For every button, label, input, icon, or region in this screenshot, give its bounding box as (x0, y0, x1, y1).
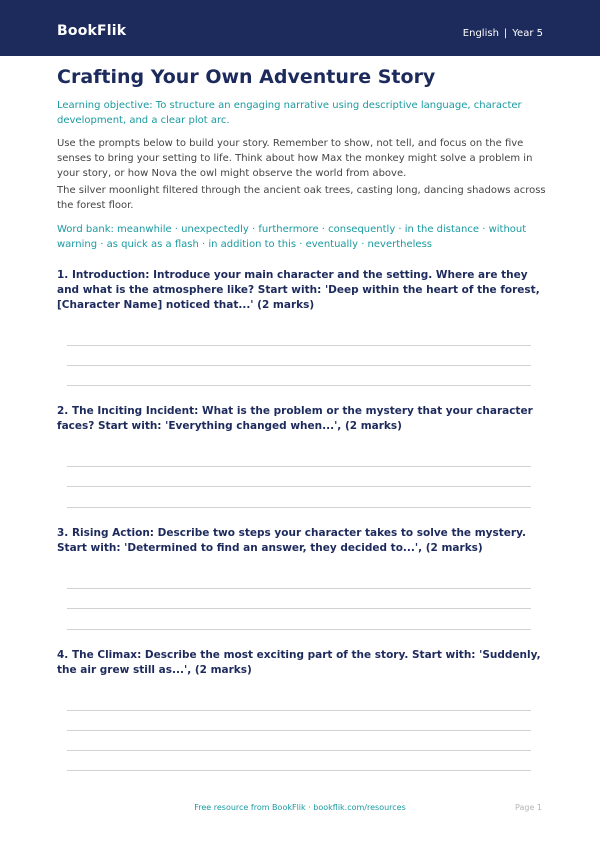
answer-line[interactable] (67, 710, 531, 711)
question-4: 4. The Climax: Describe the most exciting part of the story. Start with: 'Suddenly, the air grew still as...', (2 marks) (57, 649, 541, 676)
answer-line[interactable] (67, 466, 531, 467)
brand-logo: BookFlik (57, 23, 127, 39)
answer-line[interactable] (67, 770, 531, 771)
header-divider: | (503, 28, 508, 39)
answer-line[interactable] (67, 365, 531, 366)
year-label: Year 5 (512, 28, 543, 39)
example-sentence: The silver moonlight filtered through the ancient oak trees, casting long, dancing shadows across the forest floor. (57, 185, 546, 211)
question-2: 2. The Inciting Incident: What is the problem or the mystery that your character faces? Start with: 'Everything changed when...', (2 marks) (57, 405, 533, 432)
answer-line[interactable] (67, 588, 531, 589)
subject-label: English (462, 28, 499, 39)
subject-year-label (463, 28, 543, 39)
answer-line[interactable] (67, 345, 531, 346)
answer-line[interactable] (67, 750, 531, 751)
question-1: 1. Introduction: Introduce your main character and the setting. Where are they and what is the atmosphere like? Start with: 'Deep within the heart of the forest, [Character Name] noticed that...' (2 marks) (57, 269, 540, 311)
worksheet-title: Crafting Your Own Adventure Story (57, 66, 436, 88)
learning-objective: Learning objective: To structure an engaging narrative using descriptive language, character development, and a clear plot arc. (57, 100, 522, 126)
word-bank: Word bank: meanwhile · unexpectedly · furthermore · consequently · in the distance · without warning · as quick as a flash · in addition to this · eventually · nevertheless (57, 224, 527, 250)
page-header (0, 0, 600, 56)
answer-line[interactable] (67, 730, 531, 731)
answer-line[interactable] (67, 608, 531, 609)
answer-line[interactable] (67, 629, 531, 630)
answer-line[interactable] (67, 486, 531, 487)
page-number: Page 1 (515, 803, 542, 812)
answer-line[interactable] (67, 385, 531, 386)
question-3: 3. Rising Action: Describe two steps your character takes to solve the mystery. Start with: 'Determined to find an answer, they decided to...', (2 marks) (57, 527, 526, 554)
instructions-paragraph: Use the prompts below to build your story. Remember to show, not tell, and focus on the five senses to bring your setting to life. Think about how Max the monkey might solve a problem in your story, or how Nova the owl might observe the world from above. (57, 138, 533, 179)
footer-resource-link[interactable]: Free resource from BookFlik · bookflik.com/resources (194, 803, 406, 812)
answer-line[interactable] (67, 507, 531, 508)
